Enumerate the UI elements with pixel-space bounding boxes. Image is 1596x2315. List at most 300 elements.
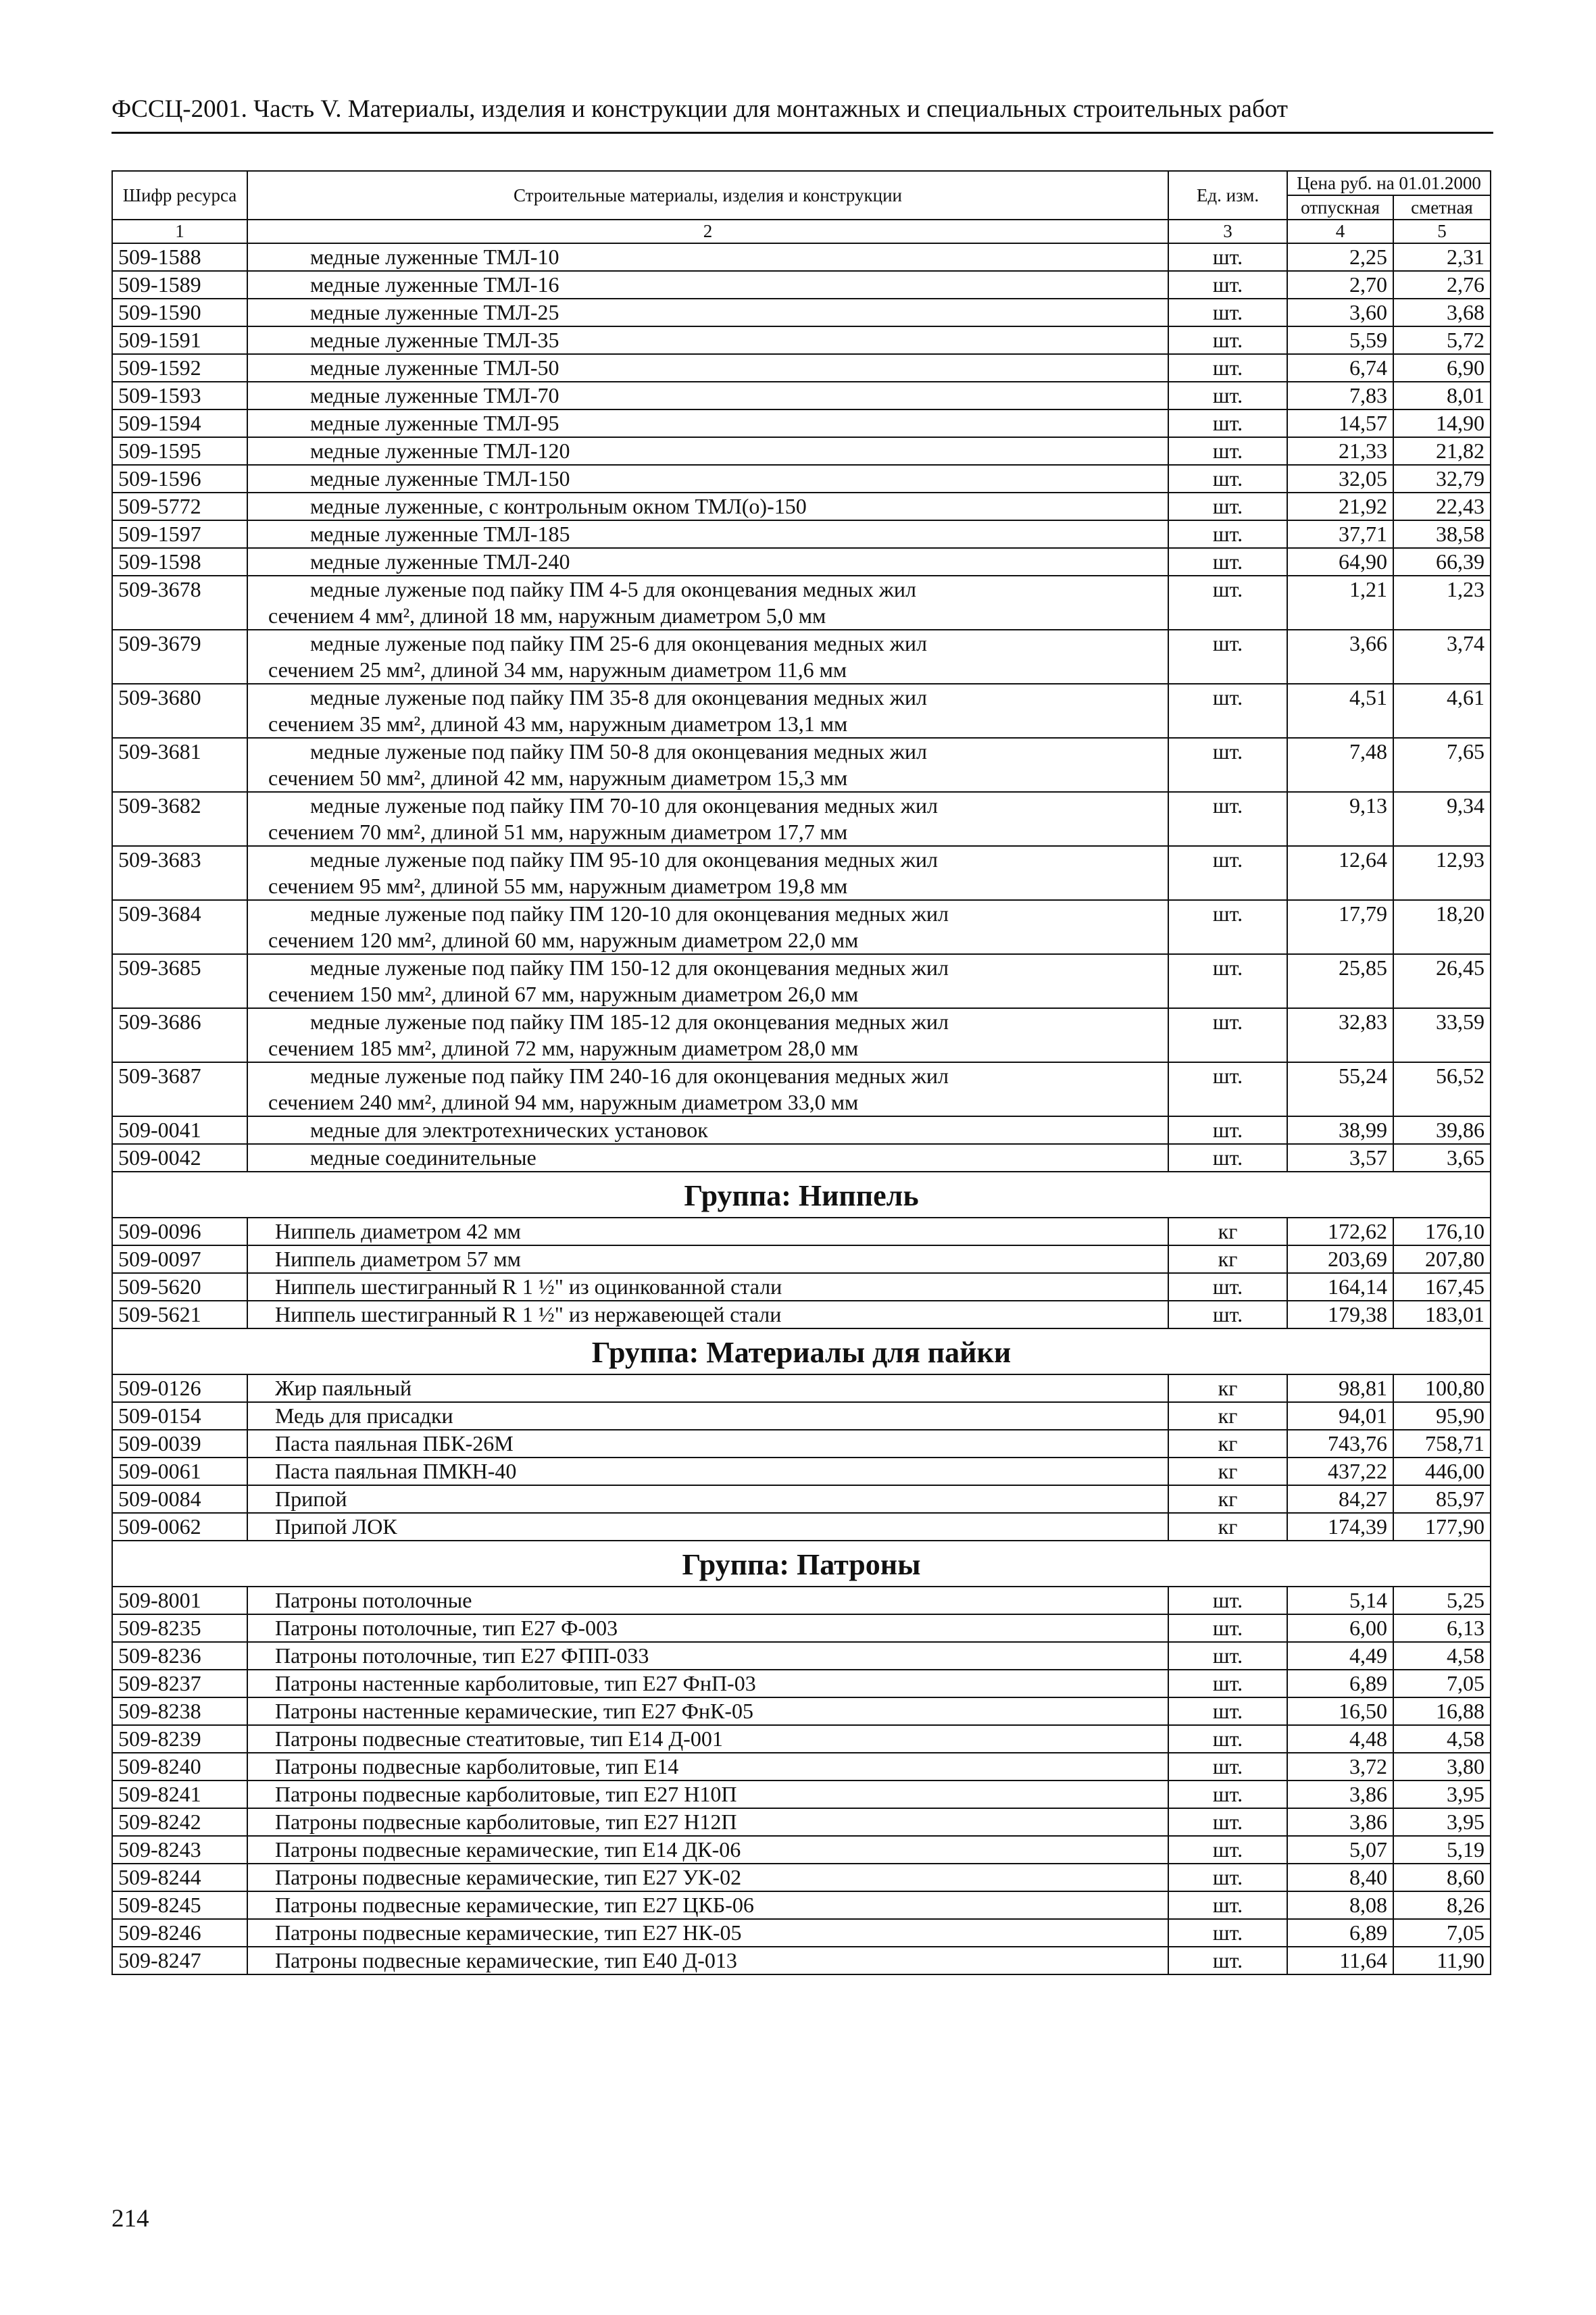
table-row: [112, 1144, 1491, 1172]
release-price: 17,79: [1287, 900, 1393, 954]
estimate-price: 1,23: [1393, 576, 1491, 630]
material-name: [247, 1919, 1168, 1947]
estimate-price: 6,90: [1393, 354, 1491, 382]
resource-code: 509-8235: [112, 1614, 247, 1642]
material-name-line-2: сечением 4 мм², длиной 18 мм, наружным диаметром 5,0 мм: [268, 603, 826, 628]
table-row: [112, 1614, 1491, 1642]
table-row: [112, 1402, 1491, 1430]
group-heading-row: [112, 1541, 1491, 1587]
release-price: 38,99: [1287, 1116, 1393, 1144]
material-name: [247, 576, 1168, 630]
table-row: [112, 1374, 1491, 1402]
table-row: [112, 1273, 1491, 1301]
release-price: 6,74: [1287, 354, 1393, 382]
release-price: 21,33: [1287, 437, 1393, 465]
material-name: [247, 1513, 1168, 1541]
material-name: [247, 792, 1168, 846]
resource-code: 509-1590: [112, 299, 247, 326]
unit-of-measure: шт.: [1168, 1891, 1287, 1919]
material-name-line: медные луженные ТМЛ-95: [310, 411, 559, 435]
resource-code: 509-1589: [112, 271, 247, 299]
release-price: 437,22: [1287, 1458, 1393, 1485]
release-price: 3,66: [1287, 630, 1393, 684]
unit-of-measure: шт.: [1168, 738, 1287, 792]
estimate-price: 3,74: [1393, 630, 1491, 684]
release-price: 174,39: [1287, 1513, 1393, 1541]
material-name-line: медные луженные, с контрольным окном ТМЛ(о)-150: [310, 494, 807, 518]
material-name-line: медные соединительные: [310, 1145, 537, 1170]
table-row: [112, 1062, 1491, 1116]
estimate-price: 21,82: [1393, 437, 1491, 465]
unit-of-measure: шт.: [1168, 409, 1287, 437]
unit-of-measure: шт.: [1168, 1864, 1287, 1891]
material-name: [247, 684, 1168, 738]
material-name: [247, 954, 1168, 1008]
unit-of-measure: кг: [1168, 1245, 1287, 1273]
release-price: 14,57: [1287, 409, 1393, 437]
material-name: [247, 548, 1168, 576]
material-name: [247, 520, 1168, 548]
resource-code: 509-0061: [112, 1458, 247, 1485]
group-heading: Группа: Патроны: [112, 1541, 1491, 1587]
material-name-line: медные луженные ТМЛ-25: [310, 300, 559, 324]
resource-code: 509-1588: [112, 243, 247, 271]
material-name: [247, 409, 1168, 437]
resource-code: 509-8236: [112, 1642, 247, 1670]
unit-of-measure: кг: [1168, 1513, 1287, 1541]
table-row: [112, 299, 1491, 326]
material-name: [247, 738, 1168, 792]
column-header-unit: Ед. изм.: [1168, 171, 1287, 220]
estimate-price: 11,90: [1393, 1947, 1491, 1974]
resource-code: 509-8245: [112, 1891, 247, 1919]
release-price: 179,38: [1287, 1301, 1393, 1328]
material-name: [247, 437, 1168, 465]
column-header-code: Шифр ресурса: [112, 171, 247, 220]
table-row: [112, 1301, 1491, 1328]
material-name-line: медные луженные ТМЛ-240: [310, 549, 570, 574]
estimate-price: 26,45: [1393, 954, 1491, 1008]
estimate-price: 207,80: [1393, 1245, 1491, 1273]
material-name: [247, 1808, 1168, 1836]
unit-of-measure: шт.: [1168, 792, 1287, 846]
material-name-line: Патроны потолочные, тип Е27 ФПП-033: [275, 1643, 649, 1668]
material-name: [247, 900, 1168, 954]
resource-code: 509-5621: [112, 1301, 247, 1328]
resource-code: 509-8239: [112, 1725, 247, 1753]
material-name: [247, 1614, 1168, 1642]
release-price: 3,57: [1287, 1144, 1393, 1172]
material-name: [247, 1458, 1168, 1485]
estimate-price: 7,65: [1393, 738, 1491, 792]
material-name-line: Патроны настенные керамические, тип Е27 ФнК-05: [275, 1699, 754, 1723]
unit-of-measure: шт.: [1168, 271, 1287, 299]
material-name-line: Патроны подвесные керамические, тип Е27 НК-05: [275, 1920, 742, 1945]
material-name-line-2: сечением 150 мм², длиной 67 мм, наружным диаметром 26,0 мм: [268, 982, 859, 1006]
estimate-price: 9,34: [1393, 792, 1491, 846]
resource-code: 509-1598: [112, 548, 247, 576]
resource-code: 509-3684: [112, 900, 247, 954]
unit-of-measure: шт.: [1168, 1836, 1287, 1864]
material-name-line: Ниппель диаметром 57 мм: [275, 1247, 521, 1271]
resource-code: 509-5620: [112, 1273, 247, 1301]
resource-code: 509-8241: [112, 1781, 247, 1808]
resource-code: 509-3680: [112, 684, 247, 738]
resource-code: 509-3682: [112, 792, 247, 846]
release-price: 8,08: [1287, 1891, 1393, 1919]
release-price: 7,83: [1287, 382, 1393, 409]
resource-code: 509-3681: [112, 738, 247, 792]
release-price: 5,59: [1287, 326, 1393, 354]
material-name: [247, 271, 1168, 299]
table-row: [112, 437, 1491, 465]
estimate-price: 12,93: [1393, 846, 1491, 900]
resource-code: 509-8240: [112, 1753, 247, 1781]
material-name-line: медные луженные ТМЛ-35: [310, 328, 559, 352]
material-name: [247, 1697, 1168, 1725]
material-name-line: Патроны подвесные карболитовые, тип Е27 Н12П: [275, 1810, 737, 1834]
resource-code: 509-0062: [112, 1513, 247, 1541]
resource-code: 509-3679: [112, 630, 247, 684]
material-name-line-2: сечением 50 мм², длиной 42 мм, наружным диаметром 15,3 мм: [268, 766, 848, 790]
release-price: 7,48: [1287, 738, 1393, 792]
material-name-line: Патроны подвесные стеатитовые, тип Е14 Д-001: [275, 1726, 723, 1751]
unit-of-measure: шт.: [1168, 576, 1287, 630]
unit-of-measure: шт.: [1168, 1587, 1287, 1614]
unit-of-measure: шт.: [1168, 1808, 1287, 1836]
release-price: 37,71: [1287, 520, 1393, 548]
table-row: [112, 1864, 1491, 1891]
estimate-price: 758,71: [1393, 1430, 1491, 1458]
material-name-line: медные луженные ТМЛ-185: [310, 522, 570, 546]
estimate-price: 38,58: [1393, 520, 1491, 548]
material-name: [247, 846, 1168, 900]
material-name-line: медные луженые под пайку ПМ 50-8 для оконцевания медных жил: [310, 739, 927, 764]
column-number: 4: [1287, 220, 1393, 243]
unit-of-measure: шт.: [1168, 1919, 1287, 1947]
column-number-row: [112, 220, 1491, 243]
estimate-price: 183,01: [1393, 1301, 1491, 1328]
table-row: [112, 1458, 1491, 1485]
unit-of-measure: шт.: [1168, 1753, 1287, 1781]
table-row: [112, 1587, 1491, 1614]
material-name-line: медные луженные ТМЛ-150: [310, 466, 570, 491]
material-name-line: Припой ЛОК: [275, 1514, 397, 1539]
material-name-line: Патроны подвесные керамические, тип Е14 ДК-06: [275, 1837, 741, 1862]
column-header-name: Строительные материалы, изделия и конструкции: [247, 171, 1168, 220]
release-price: 1,21: [1287, 576, 1393, 630]
release-price: 3,86: [1287, 1781, 1393, 1808]
group-heading-row: [112, 1172, 1491, 1218]
material-name-line-2: сечением 95 мм², длиной 55 мм, наружным диаметром 19,8 мм: [268, 874, 848, 898]
unit-of-measure: шт.: [1168, 437, 1287, 465]
material-name: [247, 1273, 1168, 1301]
table-row: [112, 684, 1491, 738]
release-price: 3,60: [1287, 299, 1393, 326]
resource-code: 509-0096: [112, 1218, 247, 1245]
estimate-price: 4,61: [1393, 684, 1491, 738]
release-price: 11,64: [1287, 1947, 1393, 1974]
material-name: [247, 354, 1168, 382]
resource-code: 509-8237: [112, 1670, 247, 1697]
estimate-price: 100,80: [1393, 1374, 1491, 1402]
material-name: [247, 1144, 1168, 1172]
estimate-price: 8,01: [1393, 382, 1491, 409]
table-row: [112, 1781, 1491, 1808]
material-name: [247, 630, 1168, 684]
unit-of-measure: шт.: [1168, 382, 1287, 409]
release-price: 32,83: [1287, 1008, 1393, 1062]
release-price: 25,85: [1287, 954, 1393, 1008]
material-name: [247, 1301, 1168, 1328]
table-row: [112, 900, 1491, 954]
estimate-price: 8,60: [1393, 1864, 1491, 1891]
material-name: [247, 1062, 1168, 1116]
estimate-price: 32,79: [1393, 465, 1491, 493]
material-name-line: Паста паяльная ПМКН-40: [275, 1459, 517, 1483]
release-price: 203,69: [1287, 1245, 1393, 1273]
release-price: 5,07: [1287, 1836, 1393, 1864]
table-row: [112, 954, 1491, 1008]
release-price: 2,25: [1287, 243, 1393, 271]
material-name: [247, 1116, 1168, 1144]
unit-of-measure: шт.: [1168, 1062, 1287, 1116]
column-header-estimate: сметная: [1393, 195, 1491, 220]
column-number: 2: [247, 220, 1168, 243]
material-name: [247, 243, 1168, 271]
release-price: 32,05: [1287, 465, 1393, 493]
material-name-line-2: сечением 35 мм², длиной 43 мм, наружным диаметром 13,1 мм: [268, 712, 848, 736]
resource-code: 509-8247: [112, 1947, 247, 1974]
estimate-price: 85,97: [1393, 1485, 1491, 1513]
estimate-price: 5,19: [1393, 1836, 1491, 1864]
resource-code: 509-8246: [112, 1919, 247, 1947]
material-name-line: медные луженые под пайку ПМ 240-16 для оконцевания медных жил: [310, 1064, 949, 1088]
material-name: [247, 1864, 1168, 1891]
estimate-price: 18,20: [1393, 900, 1491, 954]
unit-of-measure: шт.: [1168, 548, 1287, 576]
estimate-price: 4,58: [1393, 1725, 1491, 1753]
estimate-price: 167,45: [1393, 1273, 1491, 1301]
material-name-line: медные луженые под пайку ПМ 25-6 для оконцевания медных жил: [310, 631, 927, 655]
release-price: 12,64: [1287, 846, 1393, 900]
material-name: [247, 1485, 1168, 1513]
release-price: 6,00: [1287, 1614, 1393, 1642]
material-name-line: Медь для присадки: [275, 1403, 453, 1428]
resource-code: 509-0039: [112, 1430, 247, 1458]
resource-code: 509-1594: [112, 409, 247, 437]
unit-of-measure: кг: [1168, 1485, 1287, 1513]
release-price: 64,90: [1287, 548, 1393, 576]
resource-code: 509-3678: [112, 576, 247, 630]
material-name-line: Жир паяльный: [275, 1376, 412, 1400]
table-row: [112, 465, 1491, 493]
estimate-price: 2,76: [1393, 271, 1491, 299]
table-row: [112, 792, 1491, 846]
material-name-line: медные луженные ТМЛ-70: [310, 383, 559, 407]
table-row: [112, 1725, 1491, 1753]
unit-of-measure: шт.: [1168, 243, 1287, 271]
material-name-line-2: сечением 70 мм², длиной 51 мм, наружным диаметром 17,7 мм: [268, 820, 848, 844]
material-name: [247, 1245, 1168, 1273]
resource-code: 509-3687: [112, 1062, 247, 1116]
material-name-line: Патроны подвесные керамические, тип Е27 УК-02: [275, 1865, 742, 1889]
unit-of-measure: шт.: [1168, 1008, 1287, 1062]
resource-code: 509-1593: [112, 382, 247, 409]
column-number: 1: [112, 220, 247, 243]
unit-of-measure: кг: [1168, 1458, 1287, 1485]
material-name: [247, 1430, 1168, 1458]
resource-code: 509-0084: [112, 1485, 247, 1513]
release-price: 21,92: [1287, 493, 1393, 520]
material-name: [247, 1374, 1168, 1402]
estimate-price: 3,95: [1393, 1781, 1491, 1808]
table-row: [112, 1891, 1491, 1919]
unit-of-measure: шт.: [1168, 465, 1287, 493]
unit-of-measure: шт.: [1168, 954, 1287, 1008]
page-header-title: ФССЦ-2001. Часть V. Материалы, изделия и конструкции для монтажных и специальных строительных работ: [111, 95, 1288, 123]
material-name-line: Паста паяльная ПБК-26М: [275, 1431, 514, 1455]
material-name-line: Патроны подвесные карболитовые, тип Е27 Н10П: [275, 1782, 737, 1806]
material-name-line: медные луженые под пайку ПМ 35-8 для оконцевания медных жил: [310, 685, 927, 710]
material-name-line: Ниппель шестигранный R 1 ½" из оцинкованной стали: [275, 1274, 782, 1299]
estimate-price: 7,05: [1393, 1919, 1491, 1947]
column-number: 3: [1168, 220, 1287, 243]
release-price: 164,14: [1287, 1273, 1393, 1301]
resource-code: 509-8238: [112, 1697, 247, 1725]
resource-code: 509-8243: [112, 1836, 247, 1864]
material-name-line: Ниппель шестигранный R 1 ½" из нержавеющей стали: [275, 1302, 782, 1326]
estimate-price: 177,90: [1393, 1513, 1491, 1541]
table-row: [112, 548, 1491, 576]
table-row: [112, 1947, 1491, 1974]
material-name: [247, 1753, 1168, 1781]
estimate-price: 3,80: [1393, 1753, 1491, 1781]
material-name-line: Патроны потолочные, тип Е27 Ф-003: [275, 1616, 618, 1640]
table-row: [112, 846, 1491, 900]
resource-code: 509-5772: [112, 493, 247, 520]
group-heading: Группа: Ниппель: [112, 1172, 1491, 1218]
resource-code: 509-0041: [112, 1116, 247, 1144]
unit-of-measure: кг: [1168, 1374, 1287, 1402]
resource-code: 509-1595: [112, 437, 247, 465]
resource-code: 509-3683: [112, 846, 247, 900]
unit-of-measure: шт.: [1168, 1144, 1287, 1172]
unit-of-measure: шт.: [1168, 1116, 1287, 1144]
material-name-line: медные луженые под пайку ПМ 4-5 для оконцевания медных жил: [310, 577, 916, 601]
estimate-price: 56,52: [1393, 1062, 1491, 1116]
column-header-release: отпускная: [1287, 195, 1393, 220]
release-price: 743,76: [1287, 1430, 1393, 1458]
resource-code: 509-1596: [112, 465, 247, 493]
column-header-price: Цена руб. на 01.01.2000: [1287, 171, 1491, 195]
estimate-price: 33,59: [1393, 1008, 1491, 1062]
unit-of-measure: шт.: [1168, 1670, 1287, 1697]
column-number: 5: [1393, 220, 1491, 243]
release-price: 98,81: [1287, 1374, 1393, 1402]
release-price: 84,27: [1287, 1485, 1393, 1513]
table-row: [112, 326, 1491, 354]
estimate-price: 6,13: [1393, 1614, 1491, 1642]
estimate-price: 446,00: [1393, 1458, 1491, 1485]
release-price: 2,70: [1287, 271, 1393, 299]
resource-code: 509-8242: [112, 1808, 247, 1836]
table-row: [112, 1218, 1491, 1245]
estimate-price: 3,65: [1393, 1144, 1491, 1172]
estimate-price: 39,86: [1393, 1116, 1491, 1144]
group-heading-row: [112, 1328, 1491, 1374]
release-price: 55,24: [1287, 1062, 1393, 1116]
material-name: [247, 299, 1168, 326]
estimate-price: 14,90: [1393, 409, 1491, 437]
material-name: [247, 1642, 1168, 1670]
estimate-price: 7,05: [1393, 1670, 1491, 1697]
table-row: [112, 1430, 1491, 1458]
table-row: [112, 409, 1491, 437]
unit-of-measure: шт.: [1168, 1273, 1287, 1301]
material-name: [247, 1781, 1168, 1808]
unit-of-measure: шт.: [1168, 493, 1287, 520]
material-name-line: медные для электротехнических установок: [310, 1118, 708, 1142]
material-name: [247, 493, 1168, 520]
release-price: 172,62: [1287, 1218, 1393, 1245]
unit-of-measure: шт.: [1168, 1697, 1287, 1725]
release-price: 6,89: [1287, 1670, 1393, 1697]
material-name-line: Патроны подвесные карболитовые, тип Е14: [275, 1754, 679, 1778]
material-name: [247, 1402, 1168, 1430]
material-name-line: Патроны подвесные керамические, тип Е40 Д-013: [275, 1948, 737, 1972]
release-price: 9,13: [1287, 792, 1393, 846]
resource-code: 509-0042: [112, 1144, 247, 1172]
material-name-line: медные луженные ТМЛ-120: [310, 439, 570, 463]
material-name: [247, 1587, 1168, 1614]
material-name-line: медные луженые под пайку ПМ 185-12 для оконцевания медных жил: [310, 1010, 949, 1034]
material-name: [247, 1218, 1168, 1245]
table-row: [112, 1642, 1491, 1670]
table-row: [112, 382, 1491, 409]
material-name-line: медные луженные ТМЛ-10: [310, 245, 559, 269]
resource-code: 509-1597: [112, 520, 247, 548]
material-name: [247, 1670, 1168, 1697]
unit-of-measure: шт.: [1168, 1781, 1287, 1808]
unit-of-measure: шт.: [1168, 1642, 1287, 1670]
table-row: [112, 493, 1491, 520]
table-row: [112, 1808, 1491, 1836]
release-price: 6,89: [1287, 1919, 1393, 1947]
table-row: [112, 271, 1491, 299]
estimate-price: 8,26: [1393, 1891, 1491, 1919]
material-name-line: медные луженые под пайку ПМ 95-10 для оконцевания медных жил: [310, 847, 938, 872]
unit-of-measure: шт.: [1168, 520, 1287, 548]
unit-of-measure: шт.: [1168, 1614, 1287, 1642]
material-name: [247, 465, 1168, 493]
price-table: [111, 170, 1491, 1975]
table-row: [112, 520, 1491, 548]
unit-of-measure: шт.: [1168, 846, 1287, 900]
resource-code: 509-8244: [112, 1864, 247, 1891]
estimate-price: 3,68: [1393, 299, 1491, 326]
material-name: [247, 1725, 1168, 1753]
material-name: [247, 326, 1168, 354]
group-heading: Группа: Материалы для пайки: [112, 1328, 1491, 1374]
unit-of-measure: шт.: [1168, 684, 1287, 738]
material-name: [247, 1947, 1168, 1974]
table-row: [112, 576, 1491, 630]
unit-of-measure: шт.: [1168, 354, 1287, 382]
table-row: [112, 1513, 1491, 1541]
release-price: 16,50: [1287, 1697, 1393, 1725]
release-price: 4,49: [1287, 1642, 1393, 1670]
